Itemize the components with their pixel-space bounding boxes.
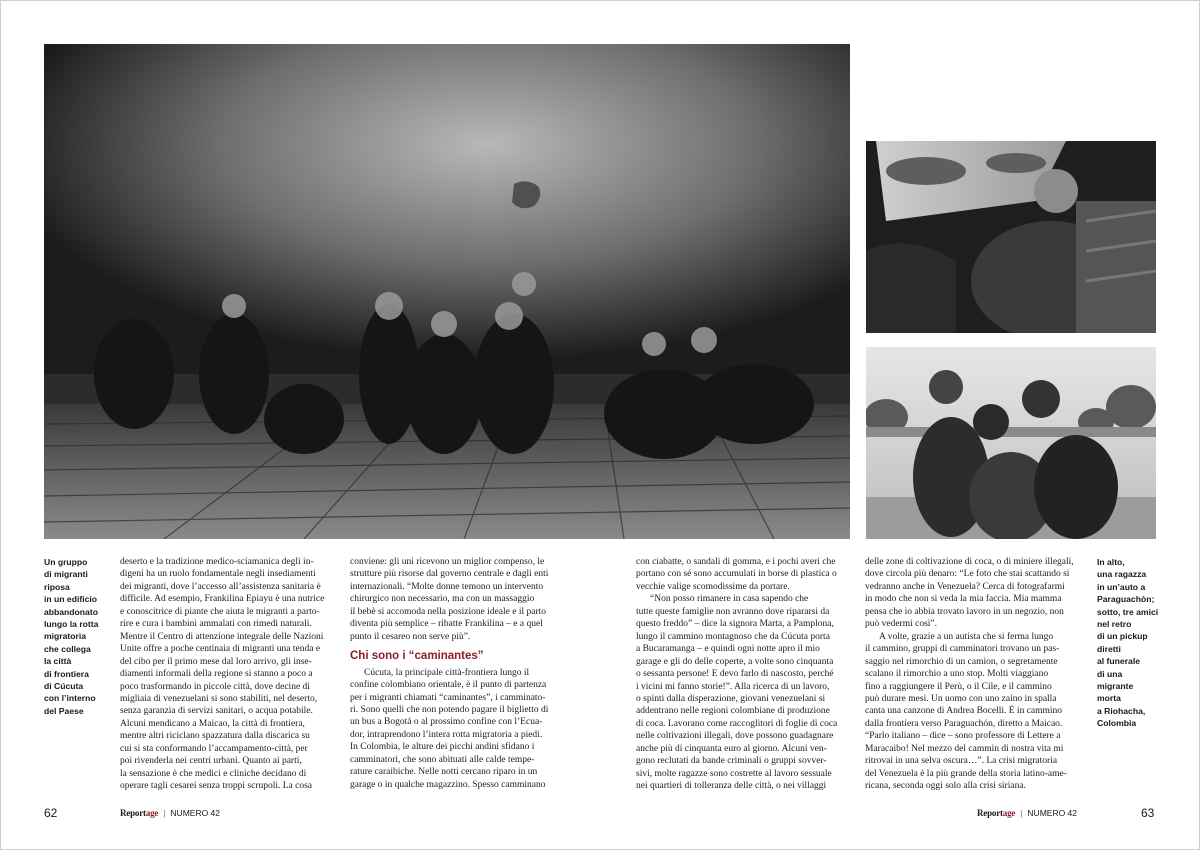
text-line: Unite offre a poche centinaia di migranti una tenda e <box>120 644 321 655</box>
text-line: In Colombia, le alture dei picchi andini sfidano i <box>350 742 535 753</box>
text-line: sivi, molte ragazze sono costrette al lavoro sessuale <box>636 768 832 779</box>
text-line: A volte, grazie a un autista che si ferma lungo <box>879 631 1054 642</box>
text-line: tutte queste famiglie non avranno dove ripararsi da <box>636 606 830 617</box>
text-line: Maracaibo! Nel mezzo del cammin di nostra vita mi <box>865 743 1064 754</box>
running-footer-right <box>977 808 1077 818</box>
text-line: la sensazione è che medici e cliniche decidano di <box>120 768 307 779</box>
text-line: canta una canzone di Andrea Bocelli. È in cammino <box>865 706 1063 717</box>
photo-friends-in-pickup <box>866 347 1156 539</box>
text-line: poco trasformando in piccole città, dove decine di <box>120 681 310 692</box>
text-line: può durare mesi. Un uomo con uno zaino in spalla <box>865 693 1057 704</box>
brand-main: Report <box>120 808 146 818</box>
main-photo-graphic <box>44 44 850 539</box>
text-line: “Non posso rimanere in casa sapendo che <box>650 594 809 605</box>
text-line: del cibo per il primo mese dal loro arrivo, gli inse- <box>120 656 312 667</box>
text-line: deserto e la tradizione medico-sciamanica degli in- <box>120 557 314 567</box>
text-line: dove circola più denaro: “Le foto che stai scattando si <box>865 569 1070 580</box>
text-column-2-bottom <box>350 667 565 792</box>
text-line: a Bucaramanga – e quindi ogni notte apro il mio <box>636 644 820 655</box>
text-line: dalla frontiera verso Paraguachón, diretto a Maicao. <box>865 718 1063 729</box>
text-column-1 <box>120 556 335 793</box>
text-line: un bus a Bogotá o al prossimo confine con l’Ecua- <box>350 717 543 728</box>
text-line: internazionali. “Molte donne temono un intervento <box>350 581 544 592</box>
text-line: strutture più risorse dal governo centrale e dagli enti <box>350 569 549 580</box>
text-line: o spinti dalla disperazione, giovani venezuelani si <box>636 693 826 704</box>
issue-number: NUMERO 42 <box>1027 808 1078 818</box>
text-line: dei migranti, dove l’accesso all’assistenza sanitaria è <box>120 581 321 592</box>
text-line: i vicini mi fanno storie!”. Alla ricerca di un lavoro, <box>636 681 830 692</box>
text-line: senza garanzia di servizi sanitari, o acqua potabile. <box>120 706 313 717</box>
magazine-logo <box>977 808 1015 818</box>
text-line: conviene: gli uni ricevono un miglior compenso, le <box>350 557 545 567</box>
text-column-2 <box>350 556 565 791</box>
text-line: Alcuni mendicano a Maicao, la città di frontiera, <box>120 718 305 729</box>
text-line: vedranno anche in Venezuela? Cerca di fotografarmi <box>865 581 1065 592</box>
text-line: nelle coltivazioni illegali, dove possono guadagnare <box>636 731 834 742</box>
text-line: anche più di cinquanta euro al giorno. Alcuni ven- <box>636 743 827 754</box>
text-line: ri. Sono quelli che non potendo pagare il biglietto di <box>350 704 549 715</box>
magazine-logo <box>120 808 158 818</box>
text-line: diventa più semplice – ribatte Frankilina – e a quel <box>350 619 543 630</box>
text-line: operare tagli cesarei senza troppi scrupoli. La cosa <box>120 781 313 792</box>
text-line: gono reclutati da bande criminali o gruppi sovver- <box>636 756 827 767</box>
text-line: di coca. Lavorano come raccoglitori di foglie di coca <box>636 718 838 729</box>
text-line: scalano il rimorchio a uno stop. Molti viaggiano <box>865 669 1049 680</box>
text-line: diamenti informali della regione si stanno a poco a <box>120 669 313 680</box>
caption-left: Un gruppo di migranti riposa in un edificio abbandonato lungo la rotta migratoria che collega la città di frontiera di Cúcuta con l’interno del Paese <box>44 557 99 716</box>
text-line: dor, intraprendono l’intera rotta migratoria a piedi. <box>350 729 543 740</box>
text-line: rature caraibiche. Nelle notti cercano riparo in un <box>350 767 538 778</box>
issue-number: NUMERO 42 <box>170 808 221 818</box>
text-line: pensa che io abbia trovato lavoro in un negozio, non <box>865 606 1064 617</box>
text-line: addentrano nelle regioni colombiane di produzione <box>636 706 830 717</box>
text-line: per i migranti chiamati “caminantes”, i camminato- <box>350 692 546 703</box>
text-line: Mentre il Centro di attenzione integrale delle Nazioni <box>120 631 324 642</box>
footer-separator: | <box>163 808 166 818</box>
text-column-2-top <box>350 556 565 643</box>
text-line: nei quartieri di tolleranza delle città, o nei villaggi <box>636 781 827 792</box>
brand-accent: age <box>1002 808 1016 818</box>
text-line: migliaia di venezuelani si sono stabiliti, nel deserto, <box>120 693 318 704</box>
text-column-3 <box>636 556 851 793</box>
page-number-left: 62 <box>44 806 58 820</box>
text-line: saggio nel rimorchio di un camion, o segretamente <box>865 656 1058 667</box>
text-line: garage o in qualche magazzino. Spesso camminano <box>350 779 546 790</box>
text-column-4 <box>865 556 1080 793</box>
text-line: e conoscitrice di piante che aiuta le migranti a parto- <box>120 606 320 617</box>
text-line: o sessanta persone! E devo farlo di nascosto, perché <box>636 669 834 680</box>
main-photo-migrants-resting <box>44 44 850 539</box>
text-line: ricana, seconda oggi solo alla crisi siriana. <box>865 781 1026 792</box>
text-line: “Parlo italiano – dice – sono professore di Lettere a <box>865 731 1061 742</box>
photo-pickup-graphic <box>866 347 1156 539</box>
text-line: difficile. Ad esempio, Frankilina Epiayu è una nutrice <box>120 594 325 605</box>
text-line: il bebè si accomoda nella posizione ideale e il parto <box>350 606 546 617</box>
text-line: lungo il cammino montagnoso che da Cúcuta porta <box>636 631 830 642</box>
photo-girl-in-car <box>866 141 1156 333</box>
text-line: in modo che non si veda la mia faccia. Mia mamma <box>865 594 1062 605</box>
text-line: il cammino, gruppi di camminatori trovano un pas- <box>865 644 1060 655</box>
text-line: poi rivenderla nei centri urbani. Quanto ai parti, <box>120 756 302 767</box>
text-line: questo freddo” – dice la signora Marta, a Pamplona, <box>636 619 834 630</box>
text-line: del Venezuela è la più grande della storia latino-ame- <box>865 768 1067 779</box>
text-line: con ciabatte, o sandali di gomma, e i pochi averi che <box>636 557 836 567</box>
text-line: Cúcuta, la principale città-frontiera lungo il <box>364 667 530 678</box>
text-line: chirurgico non necessario, ma con un massaggio <box>350 594 535 605</box>
text-line: fino a raggiungere il Perù, o il Cile, e il cammino <box>865 681 1052 692</box>
text-line: delle zone di coltivazione di coca, o di miniere illegali, <box>865 557 1074 567</box>
caption-right: In alto, una ragazza in un’auto a Paraguachòn; sotto, tre amici nel retro di un pickup diretti al funerale di una migrante morta a Riohacha, Colombia <box>1097 557 1159 729</box>
text-line: digeni ha un ruolo fondamentale negli insediamenti <box>120 569 316 580</box>
text-line: punto il cesareo non serve più”. <box>350 631 471 642</box>
text-line: vecchie valige scomodissime da portare. <box>636 581 790 592</box>
text-line: può vedermi così”. <box>865 619 938 630</box>
running-footer-left <box>120 808 220 818</box>
text-line: rire e cura i bambini ammalati con rimedi naturali. <box>120 619 312 630</box>
text-line: confine colombiano orientale, è il punto di partenza <box>350 680 547 691</box>
text-line: ritrovai in una selva oscura…”. La crisi migratoria <box>865 756 1058 767</box>
photo-car-graphic <box>866 141 1156 333</box>
section-subheading: Chi sono i “caminantes” <box>350 650 484 663</box>
text-line: camminatori, che sono abituati alle calde tempe- <box>350 754 535 765</box>
brand-main: Report <box>977 808 1003 818</box>
text-line: portano con sé sono accumulati in borse di plastica o <box>636 569 837 580</box>
text-line: cui si sta conformando l’accampamento-città, per <box>120 743 308 754</box>
footer-separator: | <box>1020 808 1023 818</box>
text-line: garage e gli do delle coperte, a volte sono cinquanta <box>636 656 834 667</box>
page-number-right: 63 <box>1141 806 1155 820</box>
brand-accent: age <box>145 808 159 818</box>
text-line: mentre altri riciclano spazzatura dalla discarica su <box>120 731 310 742</box>
